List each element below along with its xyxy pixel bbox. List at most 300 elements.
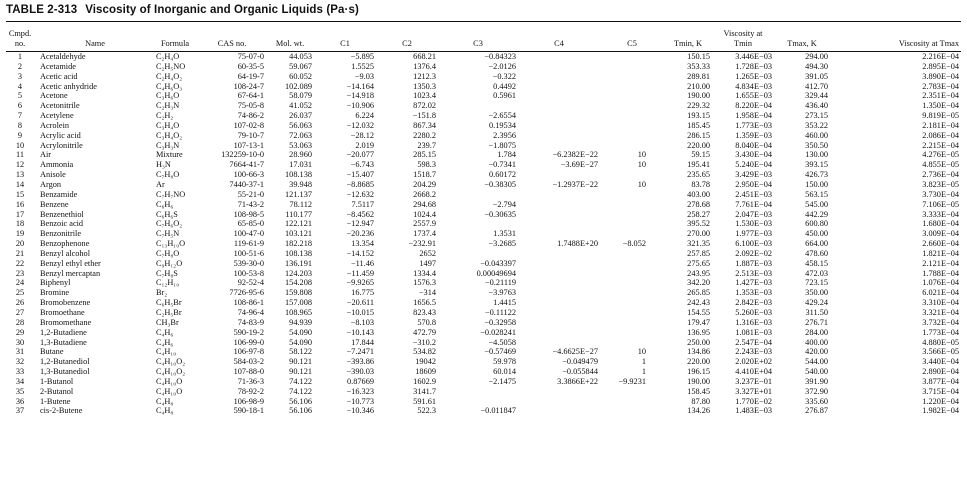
- coef-c4: [518, 219, 600, 229]
- table-row: [6, 288, 961, 298]
- compound-name: Acrolein: [40, 120, 70, 130]
- coef-c4: [518, 406, 600, 416]
- table-row: [6, 141, 961, 151]
- coef-c5: [600, 82, 664, 92]
- tmax: 478.60: [805, 248, 828, 258]
- table-row: [6, 249, 961, 259]
- viscosity-tmax: 3.566E−05: [922, 347, 959, 357]
- molecular-weight: 56.106: [289, 406, 312, 416]
- coef-c4: [518, 131, 600, 141]
- viscosity-tmin: 3.237E−01: [735, 376, 772, 386]
- molecular-weight: 59.067: [289, 61, 312, 71]
- table-row: [6, 72, 961, 82]
- viscosity-tmax: 1.788E−04: [922, 268, 959, 278]
- row-number: 23: [15, 268, 25, 278]
- tmin: 278.68: [687, 199, 710, 209]
- tmax: 420.00: [805, 347, 828, 357]
- cas-number: 74-83-9: [237, 317, 264, 327]
- coef-c5: 1: [641, 357, 646, 367]
- coef-c4: −1.2937E−22: [552, 180, 598, 189]
- coef-c3: 1.4415: [493, 298, 516, 308]
- table-row: [6, 150, 961, 160]
- cas-number: 65-85-0: [237, 219, 264, 229]
- coef-c4: [518, 101, 600, 111]
- table-row: [6, 131, 961, 141]
- coef-c3: 0.4492: [493, 81, 516, 91]
- tmax: 460.00: [805, 130, 828, 140]
- compound-name: Argon: [40, 180, 62, 189]
- tmin: 190.00: [687, 376, 710, 386]
- tmin: 275.65: [687, 258, 710, 268]
- tmin: 190.00: [687, 91, 710, 101]
- coef-c5: [600, 62, 664, 72]
- row-number: 19: [15, 229, 25, 239]
- viscosity-tmax: 1.680E−04: [922, 219, 959, 229]
- cas-number: 75-05-8: [237, 101, 264, 111]
- table-row: [6, 337, 961, 347]
- coef-c4: 1.7488E+20: [557, 239, 598, 249]
- coef-c4: [518, 111, 600, 121]
- coef-c2: 239.7: [417, 140, 436, 150]
- viscosity-tmax: 9.819E−05: [922, 111, 959, 121]
- compound-name: Benzene: [40, 199, 69, 209]
- molecular-weight: 53.063: [289, 140, 312, 150]
- tmin: 321.35: [687, 239, 710, 249]
- viscosity-tmax: 3.730E−04: [922, 189, 959, 199]
- coef-c3: −3.9763: [488, 288, 516, 298]
- coef-c5: 10: [637, 347, 646, 357]
- coef-c4: [518, 328, 600, 338]
- formula: C₇H₇NO: [156, 189, 186, 199]
- coef-c2: 534.82: [413, 347, 436, 357]
- compound-name: Acrylonitrile: [40, 140, 83, 150]
- tmin: 342.20: [687, 278, 710, 288]
- coef-c4: [518, 278, 600, 288]
- viscosity-tmax: 2.181E−04: [922, 120, 959, 130]
- row-number: 22: [15, 258, 25, 268]
- formula: C₂H₃N: [156, 101, 180, 111]
- viscosity-tmax: 3.877E−04: [922, 376, 959, 386]
- row-number: 24: [15, 278, 25, 288]
- coef-c5: [600, 278, 664, 288]
- coef-c1: 16.775: [351, 288, 374, 298]
- coef-c3: −1.8075: [488, 140, 516, 150]
- formula: C₁₂H₁₀: [156, 278, 180, 288]
- coef-c1: −10.773: [346, 396, 374, 406]
- table-row: [6, 328, 961, 338]
- compound-name: cis-2-Butene: [40, 406, 83, 416]
- coef-c4: [518, 318, 600, 328]
- formula: C₂H₄O: [156, 52, 180, 62]
- coef-c5: [600, 91, 664, 101]
- coef-c5: [600, 200, 664, 210]
- cas-number: 100-53-8: [233, 268, 264, 278]
- coef-c1: 1.5525: [351, 61, 374, 71]
- coef-c2: 2652: [419, 248, 436, 258]
- viscosity-tmin: 3.327E+01: [735, 386, 772, 396]
- coef-c4: [518, 229, 600, 239]
- coef-c5: [600, 121, 664, 131]
- viscosity-tmin: 2.451E−03: [735, 189, 772, 199]
- formula: C₄H₁₀: [156, 347, 177, 357]
- coef-c2: 668.21: [413, 52, 436, 62]
- coef-c5: [600, 249, 664, 259]
- coef-c3: −0.30635: [484, 209, 516, 219]
- molecular-weight: 102.089: [285, 81, 312, 91]
- molecular-weight: 72.063: [289, 130, 312, 140]
- coef-c4: [518, 91, 600, 101]
- viscosity-tmax: 3.732E−04: [922, 317, 959, 327]
- table-row: [6, 406, 961, 416]
- formula: C₆H₆S: [156, 209, 178, 219]
- coef-c4: −4.6625E−27: [552, 347, 598, 357]
- coef-c2: 204.29: [413, 180, 436, 189]
- row-number: 10: [15, 140, 25, 150]
- coef-c3: −2.6554: [488, 111, 516, 121]
- molecular-weight: 17.031: [289, 160, 312, 170]
- molecular-weight: 54.090: [289, 327, 312, 337]
- coef-c3: [438, 219, 518, 229]
- molecular-weight: 56.106: [289, 396, 312, 406]
- viscosity-tmax: 4.855E−05: [922, 160, 959, 170]
- coef-c4: 3.3866E+22: [557, 376, 598, 386]
- coef-c1: −11.459: [346, 268, 374, 278]
- coef-c3: [438, 387, 518, 397]
- formula: C₆H₅Br: [156, 298, 182, 308]
- viscosity-tmin: 1.728E−03: [735, 61, 772, 71]
- row-number: 12: [15, 160, 25, 170]
- coef-c3: 1.784: [497, 150, 516, 160]
- molecular-weight: 44.053: [289, 52, 312, 62]
- table-body: [6, 52, 961, 417]
- coef-c4: [518, 52, 600, 62]
- tmax: 458.15: [805, 258, 828, 268]
- coef-c4: [518, 82, 600, 92]
- coef-c1: 6.224: [355, 111, 374, 121]
- table-row: [6, 91, 961, 101]
- coef-c3: −2.794: [492, 199, 516, 209]
- coef-c2: 2668.2: [413, 189, 436, 199]
- coef-c3: −0.84323: [484, 52, 516, 62]
- coef-c2: 1350.3: [413, 81, 436, 91]
- coef-c1: −14.918: [346, 91, 374, 101]
- molecular-weight: 159.808: [285, 288, 312, 298]
- coef-c4: [518, 298, 600, 308]
- tmin: 195.41: [687, 160, 710, 170]
- compound-name: Benzophenone: [40, 239, 90, 249]
- viscosity-tmax: 4.276E−05: [922, 150, 959, 160]
- coef-c3: 2.3956: [493, 130, 516, 140]
- tmax: 150.00: [805, 180, 828, 189]
- molecular-weight: 56.063: [289, 120, 312, 130]
- coef-c2: 2280.2: [413, 130, 436, 140]
- compound-name: Acetonitrile: [40, 101, 80, 111]
- col-header-tmin: Tmin, K: [673, 39, 703, 49]
- cas-number: 132259-10-0: [221, 150, 264, 160]
- viscosity-tmin: 1.958E−04: [735, 111, 772, 121]
- compound-name: Butane: [40, 347, 64, 357]
- coef-c5: [600, 131, 664, 141]
- coef-c2: 598.3: [417, 160, 436, 170]
- compound-name: 1,2-Butanediol: [40, 357, 90, 367]
- tmax: 600.80: [805, 219, 828, 229]
- coef-c2: 1334.4: [413, 268, 436, 278]
- formula: C₄H₈: [156, 406, 174, 416]
- molecular-weight: 74.122: [289, 386, 312, 396]
- table-row: [6, 82, 961, 92]
- coef-c3: −0.21119: [484, 278, 516, 288]
- compound-name: Biphenyl: [40, 278, 71, 288]
- coef-c1: −8.4562: [346, 209, 374, 219]
- tmin: 196.15: [687, 367, 710, 377]
- tmin: 179.47: [687, 317, 710, 327]
- row-number: 25: [15, 288, 25, 298]
- formula: H₃N: [156, 160, 171, 170]
- tmax: 494.30: [805, 61, 828, 71]
- tmax: 311.50: [805, 307, 828, 317]
- tmin: 154.55: [687, 307, 710, 317]
- tmax: 544.00: [805, 357, 828, 367]
- viscosity-tmin: 8.220E−04: [735, 101, 772, 111]
- cas-number: 106-98-9: [233, 396, 264, 406]
- coef-c1: −8.103: [350, 317, 374, 327]
- formula: C₄H₆: [156, 327, 174, 337]
- coef-c1: 0.87669: [347, 376, 374, 386]
- tmax: 350.00: [805, 288, 828, 298]
- tmax: 294.00: [805, 52, 828, 62]
- viscosity-tmax: 2.890E−04: [922, 367, 959, 377]
- table-row: [6, 190, 961, 200]
- viscosity-tmin: 1.316E−03: [735, 317, 772, 327]
- col-header-c3: C3: [473, 39, 483, 49]
- coef-c1: −9.03: [354, 71, 374, 81]
- molecular-weight: 136.191: [285, 258, 312, 268]
- coef-c3: −0.7341: [488, 160, 516, 170]
- viscosity-tmin: 1.530E−03: [735, 219, 772, 229]
- viscosity-tmin: 1.655E−03: [735, 91, 772, 101]
- tmin: 258.27: [687, 209, 710, 219]
- tmax: 273.15: [805, 111, 828, 121]
- table-row: [6, 101, 961, 111]
- coef-c1: −10.015: [346, 307, 374, 317]
- table-row: [6, 397, 961, 407]
- viscosity-tmin: 3.446E−03: [735, 52, 772, 62]
- viscosity-tmin: 3.430E−04: [735, 150, 772, 160]
- coef-c3: −0.38305: [484, 180, 516, 189]
- viscosity-tmin: 1.770E−02: [735, 396, 772, 406]
- molecular-weight: 124.203: [285, 268, 312, 278]
- formula: C₄H₁₀O₂: [156, 357, 186, 367]
- molecular-weight: 39.948: [289, 180, 312, 189]
- coef-c2: 1576.3: [413, 278, 436, 288]
- formula: C₄H₈: [156, 396, 174, 406]
- tmax: 393.15: [805, 160, 828, 170]
- viscosity-tmin: 1.081E−03: [735, 327, 772, 337]
- molecular-weight: 58.079: [289, 91, 312, 101]
- cas-number: 107-13-1: [233, 140, 264, 150]
- row-number: 9: [17, 130, 23, 140]
- coef-c1: −20.236: [346, 229, 374, 239]
- molecular-weight: 108.965: [285, 307, 312, 317]
- tmax: 350.50: [805, 140, 828, 150]
- viscosity-tmin: 2.047E−03: [735, 209, 772, 219]
- viscosity-tmax: 2.736E−04: [922, 170, 959, 180]
- row-number: 30: [15, 337, 25, 347]
- row-number: 2: [17, 61, 23, 71]
- row-number: 26: [15, 298, 25, 308]
- table-title: [6, 4, 359, 16]
- tmin: 83.78: [691, 180, 710, 189]
- table-row: [6, 111, 961, 121]
- viscosity-tmax: 6.021E−04: [922, 288, 959, 298]
- coef-c4: [518, 62, 600, 72]
- cas-number: 107-02-8: [233, 120, 264, 130]
- molecular-weight: 110.177: [285, 209, 312, 219]
- coef-c5: [600, 269, 664, 279]
- compound-name: Benzyl mercaptan: [40, 268, 101, 278]
- tmin: 242.43: [687, 298, 710, 308]
- coef-c2: 294.68: [413, 199, 436, 209]
- coef-c1: −12.632: [346, 189, 374, 199]
- cas-number: 74-96-4: [237, 307, 264, 317]
- viscosity-tmax: 1.350E−04: [922, 101, 959, 111]
- tmin: 134.86: [687, 347, 710, 357]
- viscosity-tmax: 1.982E−04: [922, 406, 959, 416]
- compound-name: Acetone: [40, 91, 68, 101]
- viscosity-tmin: 2.547E−04: [735, 337, 772, 347]
- cas-number: 92-52-4: [237, 278, 264, 288]
- row-number: 18: [15, 219, 25, 229]
- tmin: 235.65: [687, 170, 710, 180]
- coef-c1: −393.86: [346, 357, 374, 367]
- coef-c2: 1656.5: [413, 298, 436, 308]
- formula: C₁₃H₁₀O: [156, 239, 186, 249]
- table-row: [6, 219, 961, 229]
- molecular-weight: 54.090: [289, 337, 312, 347]
- coef-c4: −0.049479: [562, 357, 598, 367]
- cas-number: 119-61-9: [233, 239, 264, 249]
- coef-c5: [600, 387, 664, 397]
- coef-c5: [600, 111, 664, 121]
- coef-c5: [600, 210, 664, 220]
- coef-c5: [600, 397, 664, 407]
- col-header-name: Name: [85, 39, 105, 49]
- row-number: 20: [15, 239, 25, 249]
- table-row: [6, 259, 961, 269]
- cas-number: 71-43-2: [237, 199, 264, 209]
- coef-c3: 0.19534: [489, 120, 516, 130]
- formula: C₄H₆: [156, 337, 174, 347]
- tmax: 472.03: [805, 268, 828, 278]
- row-number: 16: [15, 199, 25, 209]
- formula: C₂H₅NO: [156, 61, 186, 71]
- coef-c1: −12.947: [346, 219, 374, 229]
- coef-c3: −0.011847: [480, 406, 516, 416]
- coef-c1: −9.9265: [346, 278, 374, 288]
- formula: C₄H₁₀O: [156, 386, 183, 396]
- coef-c5: [600, 101, 664, 111]
- coef-c4: [518, 170, 600, 180]
- formula: CH₃Br: [156, 317, 179, 327]
- coef-c1: −7.2471: [346, 347, 374, 357]
- tmax: 329.44: [805, 91, 828, 101]
- coef-c1: −10.906: [346, 101, 374, 111]
- cas-number: 106-97-8: [233, 347, 264, 357]
- tmax: 429.24: [805, 298, 828, 308]
- row-number: 36: [15, 396, 25, 406]
- viscosity-tmin: 2.020E+02: [735, 357, 772, 367]
- coef-c1: −5.895: [350, 52, 374, 62]
- formula: C₄H₁₀O: [156, 376, 183, 386]
- viscosity-tmax: 7.106E−05: [922, 199, 959, 209]
- molecular-weight: 60.052: [289, 71, 312, 81]
- viscosity-tmax: 1.821E−04: [922, 248, 959, 258]
- table-row: [6, 269, 961, 279]
- coef-c2: 1737.4: [413, 229, 436, 239]
- compound-name: Air: [40, 150, 52, 160]
- coef-c3: [438, 249, 518, 259]
- coef-c4: [518, 387, 600, 397]
- cas-number: 584-03-2: [233, 357, 264, 367]
- coef-c4: −0.055844: [562, 367, 598, 377]
- coef-c3: 59.978: [493, 357, 516, 367]
- row-number: 33: [15, 367, 25, 377]
- coef-c5: [600, 72, 664, 82]
- table-row: [6, 318, 961, 328]
- formula: C₃H₃N: [156, 140, 180, 150]
- coef-c4: −3.69E−27: [560, 160, 598, 170]
- viscosity-tmax: 1.076E−04: [922, 278, 959, 288]
- cas-number: 100-66-3: [233, 170, 264, 180]
- tmax: 276.71: [805, 317, 828, 327]
- cas-number: 106-99-0: [233, 337, 264, 347]
- tmin: 250.00: [687, 337, 710, 347]
- viscosity-tmax: 1.220E−04: [922, 396, 959, 406]
- formula: C₇H₈O: [156, 248, 180, 258]
- molecular-weight: 121.137: [285, 189, 312, 199]
- coef-c5: 10: [637, 180, 646, 189]
- cas-number: 75-07-0: [237, 52, 264, 62]
- table-row: [6, 347, 961, 357]
- tmax: 545.00: [805, 199, 828, 209]
- viscosity-tmin: 7.761E−04: [735, 199, 772, 209]
- molecular-weight: 103.121: [285, 229, 312, 239]
- viscosity-tmax: 2.216E−04: [922, 52, 959, 62]
- compound-name: Acrylic acid: [40, 130, 81, 140]
- tmax: 276.87: [805, 406, 828, 416]
- viscosity-tmin: 2.842E−03: [735, 298, 772, 308]
- coef-c3: [438, 190, 518, 200]
- tmax: 130.00: [805, 150, 828, 160]
- molecular-weight: 41.052: [289, 101, 312, 111]
- coef-c2: 1376.4: [413, 61, 436, 71]
- cas-number: 539-30-0: [233, 258, 264, 268]
- molecular-weight: 90.121: [289, 367, 312, 377]
- coef-c3: [438, 101, 518, 111]
- col-header-c1: C1: [340, 39, 350, 49]
- coef-c2: −151.8: [412, 111, 436, 121]
- tmin: 395.52: [687, 219, 710, 229]
- coef-c4: [518, 141, 600, 151]
- coef-c3: −2.1475: [488, 376, 516, 386]
- coef-c4: [518, 190, 600, 200]
- coef-c5: 1: [641, 367, 646, 377]
- table-row: [6, 170, 961, 180]
- tmax: 391.90: [805, 376, 828, 386]
- coef-c5: [600, 219, 664, 229]
- molecular-weight: 26.037: [289, 111, 312, 121]
- tmax: 442.29: [805, 209, 828, 219]
